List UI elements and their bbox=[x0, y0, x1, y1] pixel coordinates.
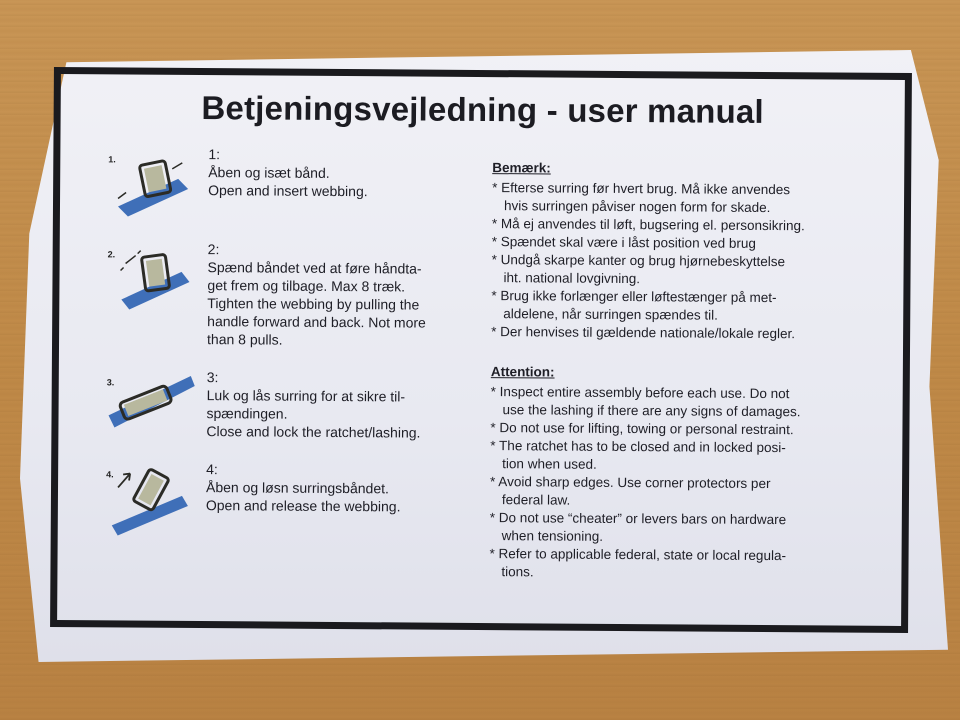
steps-column bbox=[106, 144, 479, 557]
manual-frame bbox=[50, 67, 912, 633]
step-image-label: 4. bbox=[106, 469, 114, 480]
bemaerk-item: * Undgå skarpe kanter og brug hjørnebeskyttelse iht. national lovgivning. bbox=[491, 252, 786, 287]
ratchet-release-icon bbox=[106, 459, 197, 540]
attention-item: * The ratchet has to be closed and in locked posi- tion when used. bbox=[490, 438, 786, 472]
bemaerk-item: * Der henvises til gældende nationale/lokale regler. bbox=[491, 324, 796, 342]
step-image-label: 1. bbox=[108, 154, 116, 165]
attention-item: * Do not use for lifting, towing or personal restraint. bbox=[490, 420, 794, 438]
step-3 bbox=[106, 367, 477, 462]
manual-title: Betjeningsvejledning - user manual bbox=[201, 89, 765, 130]
step-text bbox=[207, 240, 426, 350]
attention-heading: Attention: bbox=[490, 364, 555, 380]
step-description: Åben og isæt bånd. Open and insert webbing. bbox=[208, 164, 368, 200]
step-number: 2: bbox=[207, 241, 220, 258]
step-1 bbox=[108, 144, 479, 242]
ratchet-tighten-icon bbox=[107, 239, 198, 320]
step-2 bbox=[107, 239, 478, 370]
attention-item: * Avoid sharp edges. Use corner protectors per federal law. bbox=[490, 474, 771, 508]
step-text bbox=[206, 460, 401, 515]
bemaerk-heading: Bemærk: bbox=[492, 160, 551, 176]
attention-item: * Inspect entire assembly before each use. Do not use the lashing if there are any signs of damages. bbox=[490, 384, 801, 420]
step-number: 1: bbox=[208, 146, 221, 163]
attention-item: * Refer to applicable federal, state or local regula- tions. bbox=[489, 546, 787, 580]
bemaerk-item: * Brug ikke forlænger eller løftestænger på met- aldelene, når surringen spændes til. bbox=[491, 288, 777, 323]
ratchet-closed-icon bbox=[106, 367, 197, 448]
step-number: 3: bbox=[206, 369, 219, 386]
step-image-label: 2. bbox=[107, 249, 116, 260]
attention-item: * Do not use “cheater” or levers bars on hardware when tensioning. bbox=[489, 510, 787, 544]
step-text bbox=[206, 368, 421, 441]
notes-column bbox=[489, 159, 892, 584]
step-description: Spænd båndet ved at føre håndta- get frem og tilbage. Max 8 træk. Tighten the webbing by pulling the handle forward and back. Not more than 8 pulls. bbox=[207, 259, 426, 348]
step-4 bbox=[106, 459, 477, 557]
step-description: Luk og lås surring for at sikre til- spændingen. Close and lock the ratchet/lashing. bbox=[206, 387, 421, 441]
bemaerk-item: * Efterse surring før hvert brug. Må ikke anvendes hvis surringen påviser nogen form for skade. bbox=[492, 180, 791, 216]
step-number: 4: bbox=[206, 461, 218, 478]
bemaerk-item: * Må ej anvendes til løft, bugsering el. personsikring. bbox=[491, 216, 805, 234]
ratchet-open-icon bbox=[108, 144, 199, 225]
bemaerk-item: * Spændet skal være i låst position ved brug bbox=[491, 234, 756, 251]
step-image-label: 3. bbox=[106, 377, 115, 388]
step-text bbox=[208, 145, 368, 200]
step-description: Åben og løsn surringsbåndet. Open and release the webbing. bbox=[205, 479, 401, 515]
